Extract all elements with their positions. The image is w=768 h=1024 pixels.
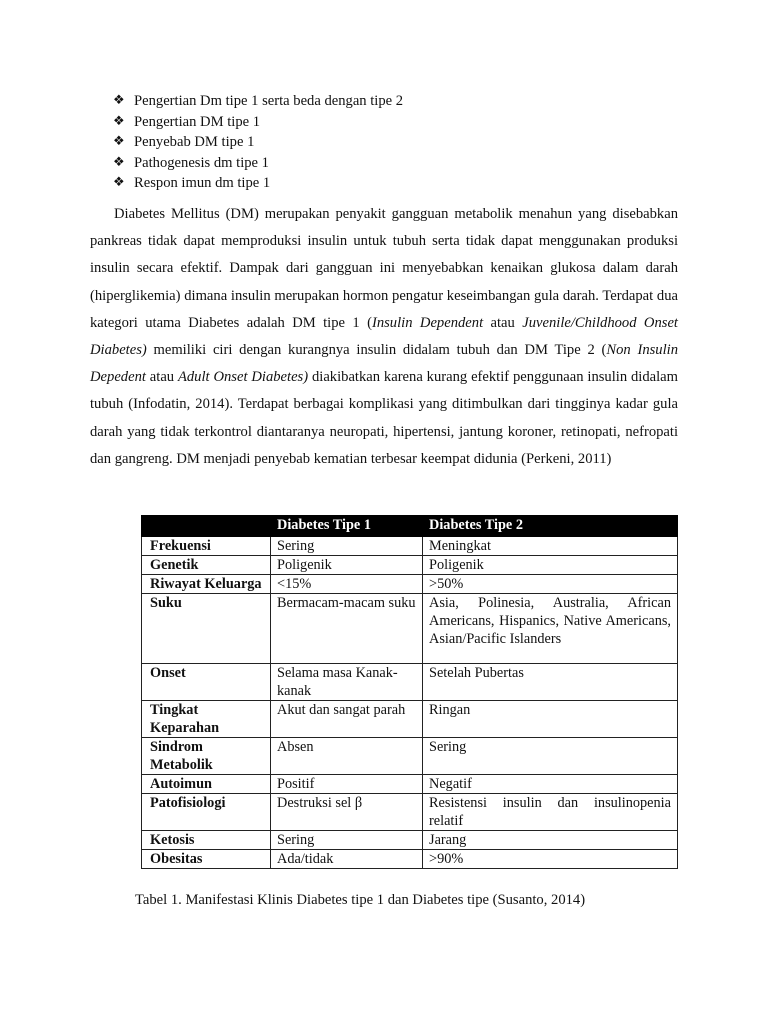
cell-type2: Meningkat (423, 537, 678, 556)
table-row (142, 556, 678, 575)
cell-type2: Ringan (423, 701, 678, 738)
list-item: ❖ Pengertian Dm tipe 1 serta beda dengan tipe 2 (113, 91, 403, 112)
row-label: Frekuensi (142, 537, 271, 556)
cell-type2: Negatif (423, 775, 678, 794)
row-label: Patofisiologi (142, 794, 271, 831)
row-label: Riwayat Keluarga (142, 575, 271, 594)
list-item: ❖ Pengertian DM tipe 1 (113, 112, 403, 133)
row-label: Autoimun (142, 775, 271, 794)
italic-term: Juvenile/Childhood Onset Diabetes) (90, 314, 678, 359)
cell-type1: Selama masa Kanak-kanak (271, 664, 423, 701)
italic-term: Insulin Dependent (371, 314, 484, 331)
row-label: Tingkat Keparahan (142, 701, 271, 738)
table-row (142, 594, 678, 664)
cell-type1: Sering (271, 831, 423, 850)
diamond-bullet-icon: ❖ (113, 154, 125, 170)
italic-term: Adult Onset Diabetes) (177, 369, 309, 386)
table-row (142, 775, 678, 794)
table-header-cell (142, 516, 271, 537)
cell-type2: Poligenik (423, 556, 678, 575)
cell-type1: Sering (271, 537, 423, 556)
table-row (142, 575, 678, 594)
list-item: ❖ Pathogenesis dm tipe 1 (113, 153, 403, 174)
table-row (142, 738, 678, 775)
table-row (142, 701, 678, 738)
table-header-cell: Diabetes Tipe 1 (271, 516, 423, 537)
cell-type1: Positif (271, 775, 423, 794)
table-row (142, 537, 678, 556)
body-paragraph: Diabetes Mellitus (DM) merupakan penyakit gangguan metabolik menahun yang disebabkan pankreas tidak dapat memproduksi insulin untuk tubuh serta tidak dapat menggunakan produksi insulin secara efektif. Dampak dari gangguan ini menyebabkan kenaikan glukosa dalam darah (hiperglikemia) dimana insulin merupakan hormon pengatur keseimbangan gula darah. Terdapat dua kategori utama Diabetes adalah DM tipe 1 (Insulin Dependent atau Juvenile/Childhood Onset Diabetes) memiliki ciri dengan kurangnya insulin didalam tubuh dan DM Tipe 2 (Non Insulin Depedent atau Adult Onset Diabetes) diakibatkan karena kurang efektif penggunaan insulin didalam tubuh (Infodatin, 2014). Terdapat berbagai komplikasi yang ditimbulkan dari tingginya kadar gula darah yang tidak terkontrol diantaranya neuropati, hipertensi, jantung koroner, retinopati, nefropati dan gangreng. DM menjadi penyebab kematian terbesar keempat didunia (Perkeni, 2011) (90, 206, 679, 467)
table-row (142, 850, 678, 869)
topic-list (113, 91, 403, 194)
diamond-bullet-icon: ❖ (113, 134, 125, 150)
cell-type1: Bermacam-macam suku (271, 594, 423, 664)
table-caption: Tabel 1. Manifestasi Klinis Diabetes tipe 1 dan Diabetes tipe (Susanto, 2014) (135, 892, 586, 908)
cell-type2: Resistensi insulin dan insulinopenia relatif (423, 794, 678, 831)
cell-type2: Asia, Polinesia, Australia, African Americans, Hispanics, Native Americans, Asian/Pacific Islanders (423, 594, 678, 664)
row-label: Ketosis (142, 831, 271, 850)
diamond-bullet-icon: ❖ (113, 113, 125, 129)
cell-type1: Absen (271, 738, 423, 775)
comparison-table (141, 515, 678, 869)
cell-type1: Poligenik (271, 556, 423, 575)
row-label: Obesitas (142, 850, 271, 869)
row-label: Suku (142, 594, 271, 664)
cell-type1: <15% (271, 575, 423, 594)
cell-type1: Ada/tidak (271, 850, 423, 869)
table-row (142, 831, 678, 850)
table-header-row (142, 516, 678, 537)
list-item: ❖ Penyebab DM tipe 1 (113, 132, 403, 153)
list-item: ❖ Respon imun dm tipe 1 (113, 173, 403, 194)
cell-type2: >50% (423, 575, 678, 594)
cell-type1: Akut dan sangat parah (271, 701, 423, 738)
diamond-bullet-icon: ❖ (113, 93, 125, 108)
cell-type1: Destruksi sel β (271, 794, 423, 831)
cell-type2: >90% (423, 850, 678, 869)
row-label: Sindrom Metabolik (142, 738, 271, 775)
cell-type2: Setelah Pubertas (423, 664, 678, 701)
row-label: Genetik (142, 556, 271, 575)
row-label: Onset (142, 664, 271, 701)
italic-term: Non Insulin Depedent (90, 342, 679, 386)
cell-type2: Jarang (423, 831, 678, 850)
table-row (142, 794, 678, 831)
cell-type2: Sering (423, 738, 678, 775)
table-header-cell: Diabetes Tipe 2 (423, 516, 678, 537)
table-row (142, 664, 678, 701)
diamond-bullet-icon: ❖ (113, 175, 125, 191)
